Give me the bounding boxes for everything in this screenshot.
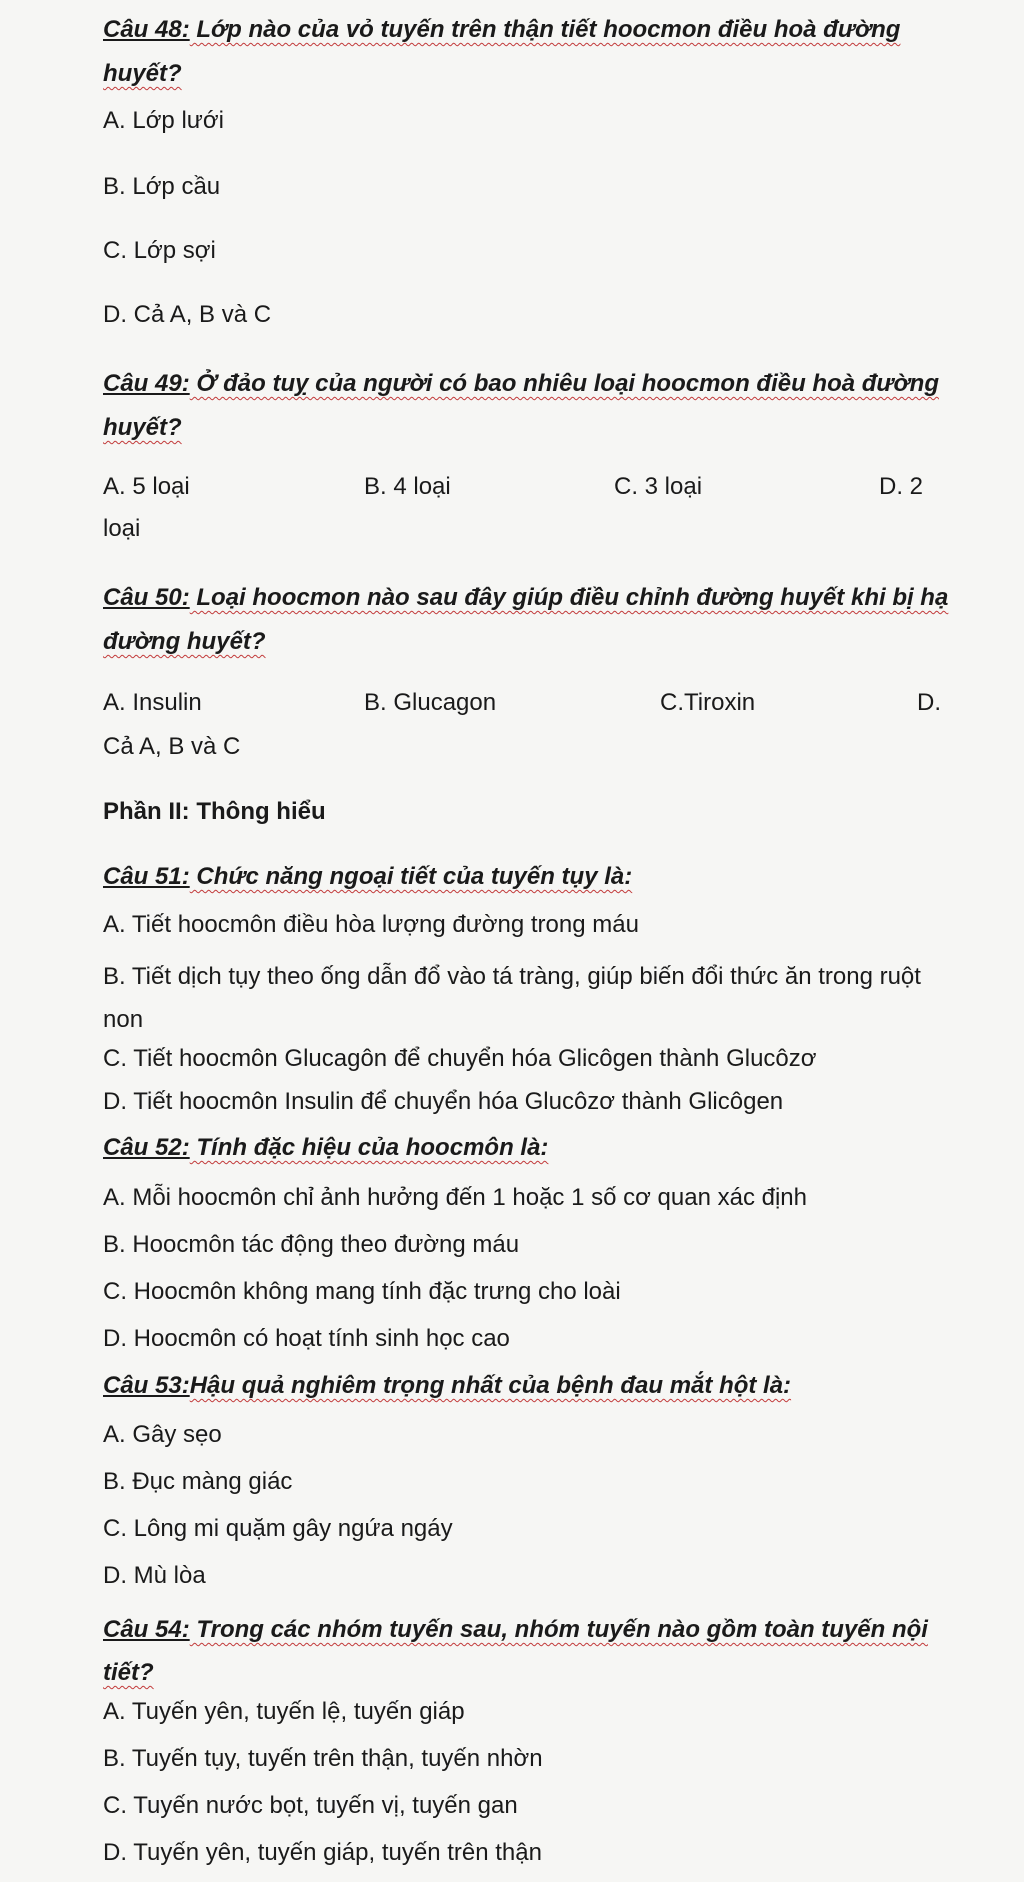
question-51-number: Câu 51: (103, 863, 190, 890)
question-48-option-b: B. Lớp cầu (103, 173, 221, 200)
question-48-number: Câu 48: (103, 16, 190, 43)
section-heading: Phần II: Thông hiểu (103, 798, 326, 825)
question-51-option-b: B. Tiết dịch tụy theo ống dẫn đổ vào tá tràng, giúp biến đổi thức ăn trong ruột non (103, 963, 921, 1033)
question-53-option-c: C. Lông mi quặm gây ngứa ngáy (103, 1515, 453, 1542)
question-52-number: Câu 52: (103, 1134, 190, 1161)
question-52-option-c: C. Hoocmôn không mang tính đặc trưng cho loài (103, 1278, 621, 1305)
question-51-text: Chức năng ngoại tiết của tuyến tụy là: (189, 863, 633, 890)
question-48-option-d: D. Cả A, B và C (103, 301, 272, 328)
question-50-option-d-wrap: Cả A, B và C (103, 733, 241, 760)
question-51-option-c: C. Tiết hoocmôn Glucagôn để chuyển hóa Glicôgen thành Glucôzơ (103, 1045, 817, 1072)
question-49-option-a: A. 5 loại (103, 473, 190, 500)
question-52 (103, 1133, 963, 1163)
question-54-number: Câu 54: (103, 1616, 190, 1643)
question-53-text: Hậu quả nghiêm trọng nhất của bệnh đau mắt hột là: (189, 1372, 792, 1399)
question-53-option-d: D. Mù lòa (103, 1562, 206, 1589)
question-50-option-a: A. Insulin (103, 689, 202, 716)
question-52-option-a: A. Mỗi hoocmôn chỉ ảnh hưởng đến 1 hoặc 1 số cơ quan xác định (103, 1184, 807, 1211)
question-49-option-b: B. 4 loại (364, 473, 451, 500)
question-52-option-d: D. Hoocmôn có hoạt tính sinh học cao (103, 1325, 510, 1352)
question-54 (103, 1608, 963, 1694)
question-48-option-c: C. Lớp sợi (103, 237, 216, 264)
question-54-option-d: D. Tuyến yên, tuyến giáp, tuyến trên thận (103, 1839, 542, 1866)
question-48 (103, 8, 963, 96)
question-53-option-a: A. Gây sẹo (103, 1421, 222, 1448)
question-52-option-b: B. Hoocmôn tác động theo đường máu (103, 1231, 520, 1258)
question-50 (103, 576, 963, 664)
question-50-number: Câu 50: (103, 584, 190, 611)
question-52-text: Tính đặc hiệu của hoocmôn là: (189, 1134, 549, 1161)
question-49 (103, 362, 963, 450)
question-51 (103, 862, 963, 892)
question-54-option-c: C. Tuyến nước bọt, tuyến vị, tuyến gan (103, 1792, 518, 1819)
question-53-number: Câu 53: (103, 1372, 190, 1399)
question-49-number: Câu 49: (103, 370, 190, 397)
question-48-text: Lớp nào của vỏ tuyến trên thận tiết hoocmon điều hoà đường huyết? (103, 16, 901, 87)
question-53 (103, 1371, 963, 1401)
question-49-option-d: D. 2 (879, 473, 924, 500)
question-54-option-a: A. Tuyến yên, tuyến lệ, tuyến giáp (103, 1698, 465, 1725)
question-48-option-a: A. Lớp lưới (103, 107, 224, 134)
question-51-option-d: D. Tiết hoocmôn Insulin để chuyển hóa Glucôzơ thành Glicôgen (103, 1088, 784, 1115)
question-53-option-b: B. Đục màng giác (103, 1468, 293, 1495)
question-50-text: Loại hoocmon nào sau đây giúp điều chỉnh đường huyết khi bị hạ đường huyết? (103, 584, 949, 655)
question-49-option-d-wrap: loại (103, 515, 141, 542)
question-50-option-d: D. (917, 689, 941, 716)
question-50-option-c: C.Tiroxin (660, 689, 756, 716)
question-50-option-b: B. Glucagon (364, 689, 497, 716)
question-54-text: Trong các nhóm tuyến sau, nhóm tuyến nào gồm toàn tuyến nội tiết? (103, 1616, 928, 1686)
question-54-option-b: B. Tuyến tụy, tuyến trên thận, tuyến nhờn (103, 1745, 543, 1772)
question-49-option-c: C. 3 loại (614, 473, 703, 500)
question-51-option-a: A. Tiết hoocmôn điều hòa lượng đường trong máu (103, 911, 639, 938)
question-49-text: Ở đảo tuỵ của người có bao nhiêu loại hoocmon điều hoà đường huyết? (103, 370, 939, 441)
